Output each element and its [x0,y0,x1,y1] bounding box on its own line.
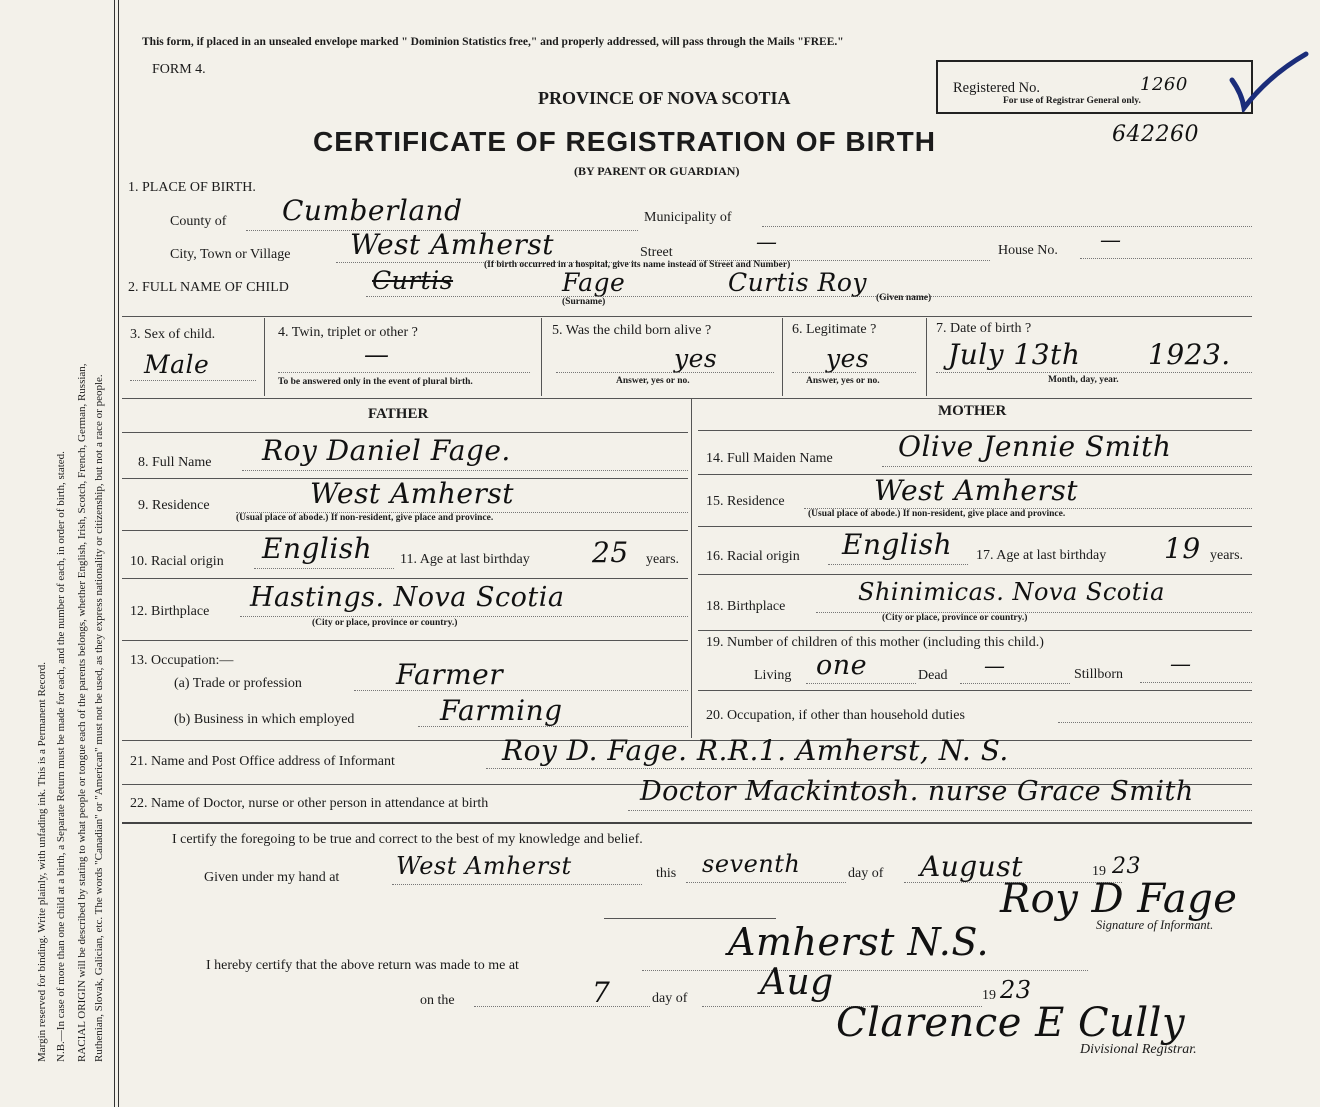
mother-name-line [882,466,1252,467]
informant-signature-caption: Signature of Informant. [1096,918,1214,932]
rule-parents-top [122,398,1252,399]
given-year-prefix: 19 [1092,864,1106,879]
registrar-place: Amherst N.S. [728,920,990,964]
living-value: one [816,650,868,681]
county-value: Cumberland [282,194,463,227]
dob-year: 1923. [1148,338,1231,371]
mother-name-label: 14. Full Maiden Name [706,451,833,466]
sex-value: Male [144,350,210,379]
legitimate-line [792,372,916,373]
given-name-caption: (Given name) [876,293,932,303]
father-race-line [254,568,394,569]
father-years: years. [646,552,680,567]
page-title: CERTIFICATE OF REGISTRATION OF BIRTH [313,126,936,157]
mother-birthplace: Shinimicas. Nova Scotia [858,578,1165,606]
registrar-place-line [642,970,1088,971]
father-rule-3 [122,530,688,531]
given-place-line [392,884,642,885]
registrar-caption: Divisional Registrar. [1080,1042,1197,1057]
given-under-label: Given under my hand at [204,870,340,885]
mother-rule-3 [698,526,1252,527]
father-business: Farming [440,694,563,727]
dob-line [936,372,1252,373]
mother-residence: West Amherst [874,474,1078,507]
registrar-day-line [474,1006,650,1007]
divider-3-4 [264,318,265,396]
stamp-number: 642260 [1112,122,1199,147]
father-name-label: 8. Full Name [138,455,212,470]
doctor-line [628,810,1252,811]
stillborn-line [1140,682,1252,683]
sex-line [130,380,256,381]
registrar-day-of-label: day of [652,991,688,1006]
legitimate-label: 6. Legitimate ? [792,322,877,337]
mother-rule-6 [698,690,1252,691]
registrar-day: 7 [592,976,611,1009]
given-place: West Amherst [396,852,572,880]
checkmark-icon [1228,50,1310,112]
father-age-label: 11. Age at last birthday [400,552,530,567]
sex-label: 3. Sex of child. [130,327,216,342]
father-residence-caption: (Usual place of abode.) If non-resident, give place and province. [236,513,494,523]
dead-line [960,683,1070,684]
rule-certify-top [122,822,1252,824]
registrar-signature: Clarence E Cully [836,1000,1186,1046]
registrar-month: Aug [760,962,834,1003]
child-surname: Fage [562,268,626,297]
surname-caption: (Surname) [562,297,606,307]
father-birthplace-caption: (City or place, province or country.) [312,618,458,628]
doctor-value: Doctor Mackintosh. nurse Grace Smith [640,776,1194,807]
father-trade: Farmer [396,658,504,691]
father-race: English [262,532,373,565]
dob-label: 7. Date of birth ? [936,321,1032,336]
trade-line [354,690,688,691]
municipality-label: Municipality of [644,210,732,225]
mother-birthplace-caption: (City or place, province or country.) [882,613,1028,623]
given-month: August [920,850,1023,883]
street-label: Street [640,245,673,260]
father-rule-4 [122,578,688,579]
business-line [418,726,688,727]
stillborn-value: — [1170,652,1192,676]
dob-month-day: July 13th [948,338,1081,371]
father-heading: FATHER [368,406,429,422]
registrar-statement: I hereby certify that the above return was made to me at [206,958,519,973]
occupation-label: 13. Occupation:— [130,653,234,668]
father-residence-label: 9. Residence [138,498,210,513]
city-value: West Amherst [350,228,554,261]
registrar-year-suffix: 23 [1000,976,1032,1004]
house-no-line [1080,258,1252,259]
margin-note-multiple-births: N.B.—In case of more than one child at a birth, a Separate Return must be made for each, and the number of each, in order of birth, stated. [55,451,67,1062]
informant-signature-rule [604,918,776,919]
mother-name: Olive Jennie Smith [898,430,1172,463]
margin-rule [114,0,115,1107]
twin-label: 4. Twin, triplet or other ? [278,325,418,340]
father-rule-5 [122,640,688,641]
mail-note: This form, if placed in an unsealed envelope marked " Dominion Statistics free," and properly addressed, will pass through the Mails "FREE." [142,36,844,48]
dob-caption: Month, day, year. [1048,375,1119,385]
living-line [806,683,916,684]
twin-value: — [364,340,390,369]
mother-age: 19 [1164,532,1201,565]
child-name-label: 2. FULL NAME OF CHILD [128,280,289,295]
alive-label: 5. Was the child born alive ? [552,323,712,338]
registrar-only-note: For use of Registrar General only. [1003,96,1141,106]
county-label: County of [170,214,227,229]
mother-race-line [828,564,968,565]
given-year-suffix: 23 [1112,854,1141,879]
registered-no-value: 1260 [1140,74,1188,95]
father-birthplace-label: 12. Birthplace [130,604,210,619]
father-birthplace-line [240,616,688,617]
business-label: (b) Business in which employed [174,712,355,727]
father-rule-1 [122,432,688,433]
registrar-year-prefix: 19 [982,988,996,1003]
registered-no-label: Registered No. [953,80,1040,96]
divider-6-7 [926,318,927,396]
province-heading: PROVINCE OF NOVA SCOTIA [538,88,791,108]
on-the-label: on the [420,993,455,1008]
street-value: — [756,230,778,254]
hospital-note: (If birth occurred in a hospital, give its name instead of Street and Number) [484,260,791,270]
certify-statement: I certify the foregoing to be true and correct to the best of my knowledge and belief. [172,832,643,847]
mother-race-label: 16. Racial origin [706,549,800,564]
this-label: this [656,866,677,881]
living-label: Living [754,668,792,683]
informant-label: 21. Name and Post Office address of Informant [130,754,395,769]
rule-row3-top [122,316,1252,317]
child-surname-struck: Curtis [372,266,454,295]
house-no-value: — [1100,228,1122,252]
stillborn-label: Stillborn [1074,667,1124,682]
dead-label: Dead [918,668,948,683]
legitimate-caption: Answer, yes or no. [806,376,880,386]
mother-years: years. [1210,548,1244,563]
margin-rule-2 [118,0,119,1107]
house-no-label: House No. [998,243,1058,258]
alive-value: yes [674,344,718,373]
children-count-label: 19. Number of children of this mother (including this child.) [706,635,1044,650]
informant-line [486,768,1252,769]
given-day-line [686,882,846,883]
day-of-label: day of [848,866,884,881]
alive-caption: Answer, yes or no. [616,376,690,386]
mother-birthplace-label: 18. Birthplace [706,599,786,614]
father-birthplace: Hastings. Nova Scotia [250,582,565,613]
child-given-name: Curtis Roy [728,268,867,297]
father-residence: West Amherst [310,477,514,510]
informant-value: Roy D. Fage. R.R.1. Amherst, N. S. [502,734,1009,767]
trade-label: (a) Trade or profession [174,676,302,691]
father-name: Roy Daniel Fage. [262,434,511,467]
alive-line [556,372,774,373]
margin-note-racial-origin-2: Ruthenian, Slovak, Galician, etc. The words "Canadian" or "American" must not be used, as they express nationality or citizenship, but not a race or people. [93,374,105,1062]
mother-residence-label: 15. Residence [706,494,785,509]
mother-heading: MOTHER [938,403,1007,419]
city-label: City, Town or Village [170,247,291,262]
margin-note-racial-origin-1: RACIAL ORIGIN will be described by stating to what people or tongue each of the parents belongs, whether English, Irish, Scotch, French, German, Russian, [76,363,88,1062]
page-subtitle: (BY PARENT OR GUARDIAN) [574,164,740,178]
mother-race: English [842,528,953,561]
twin-note: To be answered only in the event of plural birth. [278,377,473,387]
place-of-birth-label: 1. PLACE OF BIRTH. [128,180,256,195]
father-mother-divider [691,398,692,738]
divider-5-6 [782,318,783,396]
father-age: 25 [592,536,629,569]
informant-signature: Roy D Fage [1000,876,1238,922]
dead-value: — [984,654,1006,678]
mother-occupation-line [1058,722,1252,723]
twin-line [278,372,530,373]
doctor-label: 22. Name of Doctor, nurse or other person in attendance at birth [130,796,489,811]
margin-note-binding: Margin reserved for binding. Write plainly, with unfading ink. This is a Permanent Record. [36,662,48,1062]
mother-residence-caption: (Usual place of abode.) If non-resident, give place and province. [808,509,1066,519]
father-race-label: 10. Racial origin [130,554,224,569]
legitimate-value: yes [826,344,870,373]
form-number: FORM 4. [152,62,206,77]
mother-rule-4 [698,574,1252,575]
mother-rule-5 [698,630,1252,631]
municipality-line [762,226,1252,227]
mother-age-label: 17. Age at last birthday [976,548,1107,563]
mother-occupation-label: 20. Occupation, if other than household duties [706,708,965,723]
father-name-line [242,470,688,471]
divider-4-5 [541,318,542,396]
given-day: seventh [702,850,801,878]
